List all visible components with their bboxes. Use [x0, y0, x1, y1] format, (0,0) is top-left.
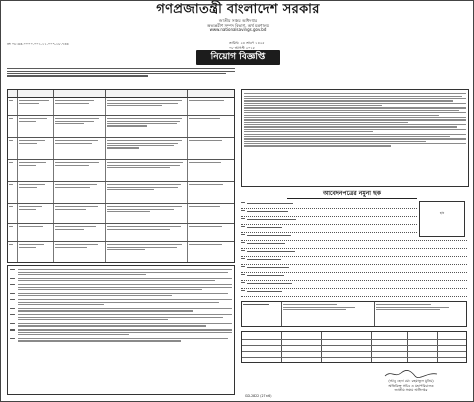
table-row [8, 98, 234, 116]
form-row[interactable] [241, 233, 467, 241]
photo-label: ছবি [439, 211, 445, 215]
table-row [8, 160, 234, 182]
form-row[interactable] [241, 241, 467, 249]
table-row [8, 182, 234, 204]
conditions-block [241, 89, 469, 187]
vacancy-table [7, 89, 235, 263]
application-form-title: আবেদনপত্রের নমুনা ছক [287, 191, 417, 199]
table-row [8, 116, 234, 138]
ad-code: GD-2822 (27×6) [245, 394, 272, 398]
address-table [241, 301, 467, 327]
table-header-cell [188, 90, 234, 98]
memo-number: নং ০৮.৩৩.০০০০.০০১.১১.০০৭.১৮.৭৩৪ [7, 42, 69, 46]
date-bangla: তারিখ: ২৪ শ্রাবণ ১৪২৫ [229, 41, 265, 45]
table-header-cell [54, 90, 106, 98]
date-block [229, 41, 265, 50]
intro-paragraph [7, 67, 235, 78]
signatory-office: জাতীয় সঞ্চয় অধিদপ্তর [394, 388, 428, 393]
table-row [8, 224, 234, 242]
signatory-designation: অতিরিক্ত সচিব ও মহাপরিচালক [388, 383, 434, 388]
signatory-name: (আবু হেনা মো: রহমাতুল মুনিম) [388, 379, 434, 383]
recruitment-banner: নিয়োগ বিজ্ঞপ্তি [196, 50, 280, 65]
photo-box [419, 201, 465, 237]
instructions-block [7, 265, 235, 395]
form-row[interactable] [241, 281, 467, 289]
form-row[interactable] [241, 249, 467, 257]
education-table [241, 331, 467, 363]
header [1, 3, 474, 33]
form-row[interactable] [241, 273, 467, 281]
website-link[interactable]: www.nationalsavings.gov.bd [209, 27, 267, 33]
table-header-cell [106, 90, 188, 98]
table-row [8, 242, 234, 262]
office-name: জাতীয় সঞ্চয় অধিদপ্তর [218, 17, 258, 23]
form-row[interactable] [241, 225, 417, 233]
form-row[interactable] [241, 257, 467, 265]
division-name: অভ্যন্তরীণ সম্পদ বিভাগ, অর্থ মন্ত্রণালয় [207, 22, 269, 28]
form-row[interactable] [241, 201, 417, 209]
signature-block [361, 379, 461, 393]
date-english: ০৮ আগস্ট ২০১৮ [229, 45, 256, 50]
table-row [8, 204, 234, 224]
form-row[interactable] [241, 217, 417, 225]
table-header-cell [8, 90, 18, 98]
govt-title: গণপ্রজাতন্ত্রী বাংলাদেশ সরকার [156, 2, 320, 17]
table-header-cell [18, 90, 54, 98]
form-row[interactable] [241, 265, 467, 273]
form-row[interactable] [241, 289, 467, 297]
signature-scribble [381, 369, 441, 379]
form-row[interactable] [241, 209, 417, 217]
table-row [8, 138, 234, 160]
